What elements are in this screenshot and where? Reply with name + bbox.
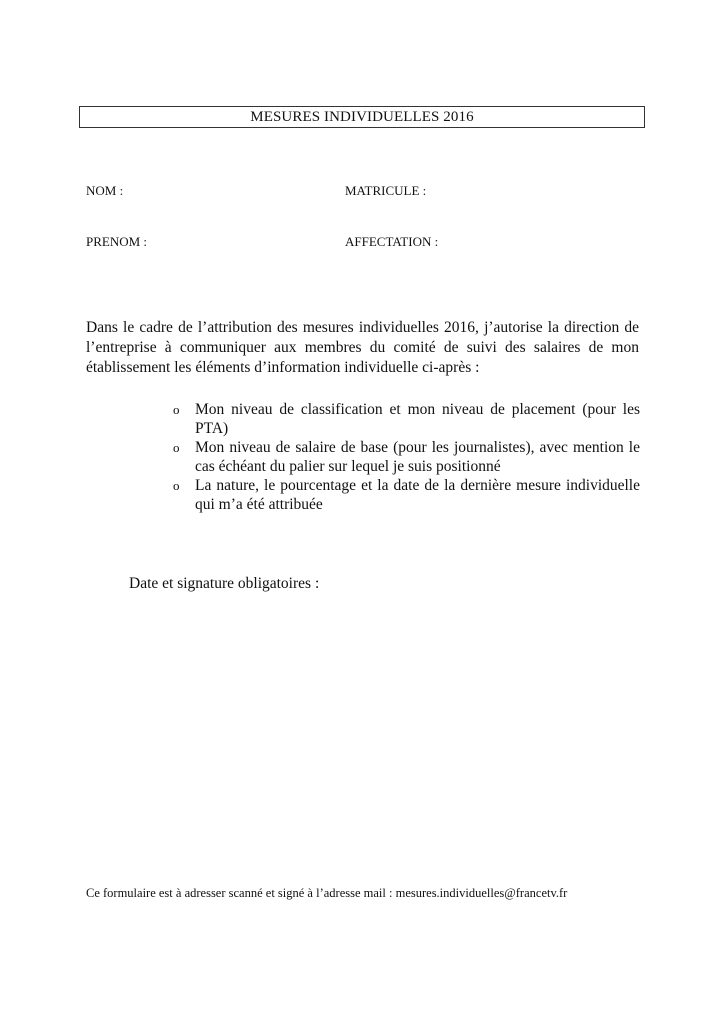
matricule-label: MATRICULE : [345, 183, 427, 198]
affectation-label: AFFECTATION : [345, 234, 439, 249]
list-item [171, 400, 640, 438]
list-item-text: Mon niveau de classification et mon niveau de placement (pour les PTA) [195, 401, 640, 437]
bullet-icon: o [173, 440, 180, 455]
document-title-text: MESURES INDIVIDUELLES 2016 [250, 108, 474, 125]
footer-note: Ce formulaire est à adresser scanné et signé à l’adresse mail : mesures.individuelles@francetv.fr [86, 886, 568, 900]
bullet-icon: o [173, 478, 180, 493]
list-item-text: La nature, le pourcentage et la date de la dernière mesure individuelle qui m’a été attribuée [195, 477, 640, 513]
list-item-text: Mon niveau de salaire de base (pour les journalistes), avec mention le cas échéant du palier sur lequel je suis positionné [195, 439, 640, 475]
nom-label: NOM : [86, 183, 124, 198]
authorization-paragraph: Dans le cadre de l’attribution des mesures individuelles 2016, j’autorise la direction de l’entreprise à communiquer aux membres du comité de suivi des salaires de mon établissement les éléments d’information individuelle ci-après : [86, 319, 639, 376]
document-title [79, 106, 645, 128]
bullet-icon: o [173, 402, 180, 417]
signature-label: Date et signature obligatoires : [129, 575, 320, 592]
list-item [171, 476, 640, 514]
list-item [171, 438, 640, 476]
information-list [171, 400, 640, 514]
prenom-label: PRENOM : [86, 234, 148, 249]
